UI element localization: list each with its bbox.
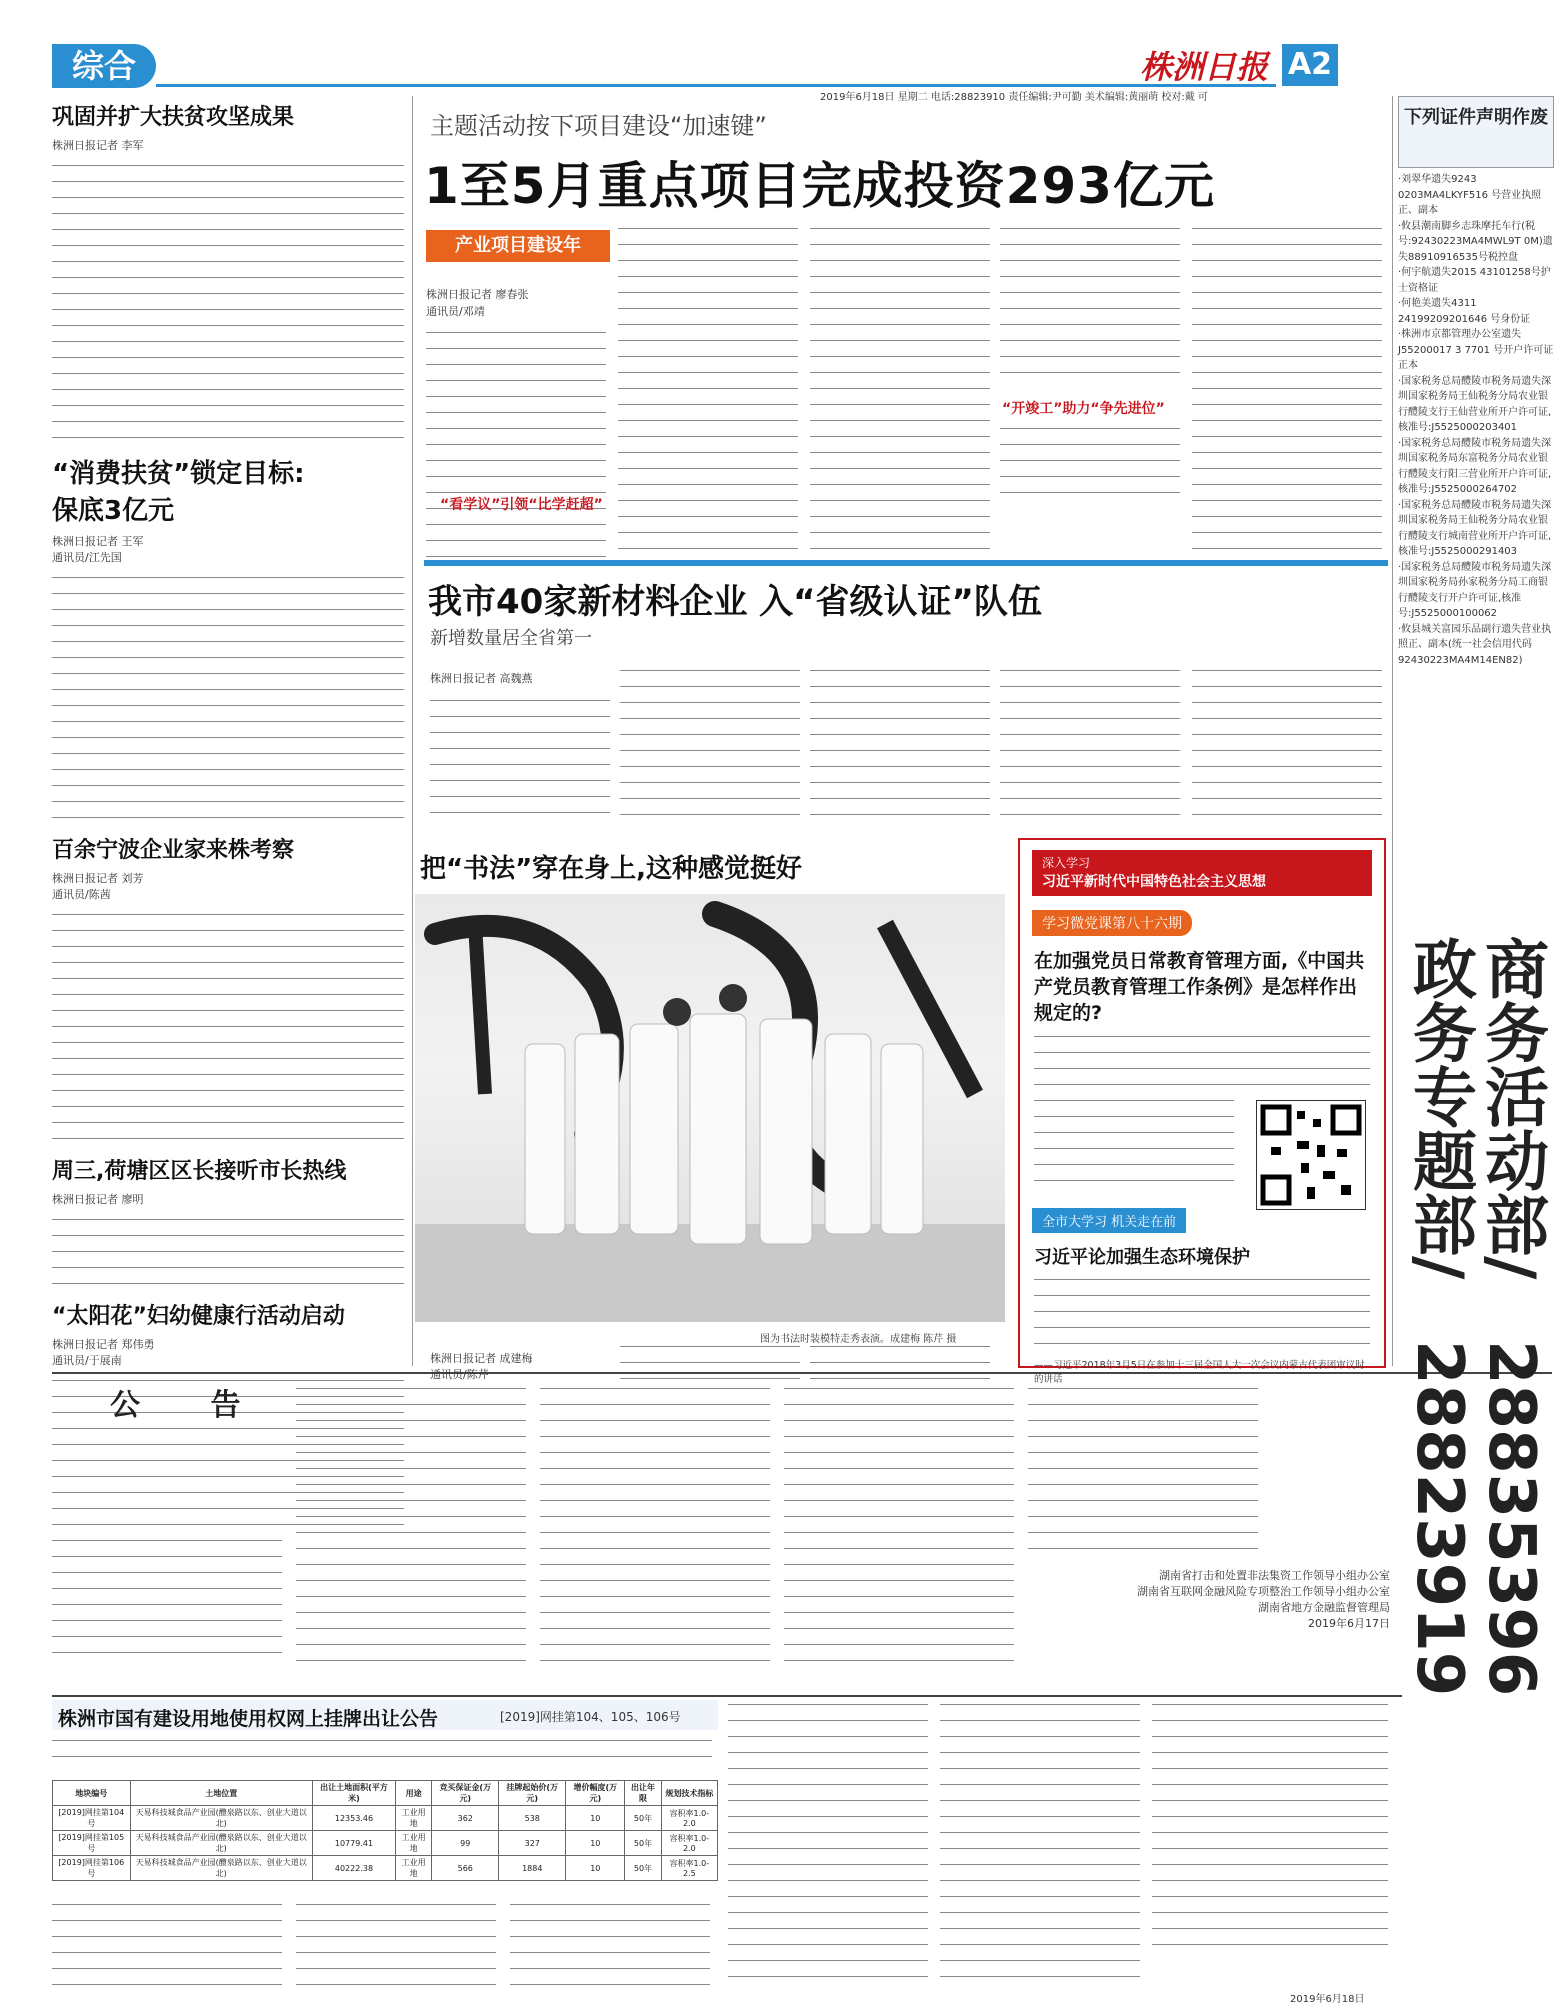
table-header: 土地位置	[130, 1781, 312, 1806]
table-header: 出让土地面积(平方米)	[312, 1781, 395, 1806]
second-body	[430, 700, 610, 828]
second-byline: 株洲日报记者 高魏燕	[430, 672, 533, 685]
article-byline: 株洲日报记者 郑伟勇	[52, 1338, 155, 1351]
notice-body	[784, 1388, 1014, 1676]
notice-body	[52, 1428, 282, 1668]
table-cell: [2019]网挂第105号	[53, 1831, 131, 1856]
table-header: 挂牌起始价(万元)	[499, 1781, 566, 1806]
notice-body	[540, 1388, 770, 1676]
qr-code	[1256, 1100, 1366, 1210]
lead-tag: 产业项目建设年	[426, 230, 610, 262]
land-body	[1152, 1704, 1388, 1960]
lead-title: 1至5月重点项目完成投资293亿元	[424, 157, 1215, 215]
notice-item: ·攸县城关富园乐品副行遗失营业执照正、副本(统一社会信用代码92430223MA4M14EN82)	[1398, 623, 1552, 666]
table-header: 增价幅度(万元)	[566, 1781, 625, 1806]
left-column	[52, 100, 404, 1540]
notice-item: ·何艳美遗失4311 24199209201646 号身份证	[1398, 298, 1531, 325]
column-divider	[412, 96, 413, 1366]
sidebar-header: 下列证件声明作废	[1398, 96, 1554, 168]
notice-date: 2019年6月17日	[1308, 1617, 1390, 1630]
table-cell: 工业用地	[396, 1856, 432, 1881]
page-number: A2	[1282, 44, 1338, 86]
table-cell: [2019]网挂第104号	[53, 1806, 131, 1831]
article-byline: 株洲日报记者 廖明	[52, 1193, 144, 1206]
column-divider	[1392, 96, 1393, 1366]
section-label: 综合	[52, 44, 156, 88]
table-cell: 容积率1.0-2.0	[661, 1831, 717, 1856]
table-cell: 天易科技城食品产业园(醴泉路以东、创业大道以北)	[130, 1856, 312, 1881]
study-box	[1018, 838, 1386, 1385]
table-cell: 10	[566, 1856, 625, 1881]
photo-body	[810, 1346, 990, 1394]
article-byline: 通讯员/于展南	[52, 1354, 122, 1367]
ad-dept-commerce: 商务活动部/	[1474, 936, 1549, 1280]
study-body	[1034, 1036, 1370, 1085]
notice-body	[296, 1388, 526, 1676]
table-cell: 566	[432, 1856, 499, 1881]
article-body	[52, 165, 404, 438]
study-label: 学习微党课第八十六期	[1032, 910, 1192, 936]
second-body	[810, 670, 990, 830]
photo-body	[620, 1346, 800, 1394]
table-cell: 1884	[499, 1856, 566, 1881]
notice-item: ·国家税务总局醴陵市税务局遗失深圳国家税务局王仙税务分局农业银行醴陵支行城南营业所开户许可证,核准号:J5525000291403	[1398, 499, 1552, 557]
land-intro	[52, 1740, 712, 1772]
notice-item: ·国家税务总局醴陵市税务局遗失深圳国家税务局王仙税务分局农业银行醴陵支行王仙营业所开户许可证,核准号:J5525000203401	[1398, 375, 1552, 433]
second-body	[1192, 670, 1382, 830]
table-row	[53, 1806, 718, 1831]
table-cell: 工业用地	[396, 1831, 432, 1856]
article-byline: 株洲日报记者 王军	[52, 535, 144, 548]
table-cell: 容积率1.0-2.0	[661, 1806, 717, 1831]
section-divider	[52, 1695, 1402, 1697]
notice-body	[1028, 1388, 1258, 1564]
land-table	[52, 1780, 718, 1881]
notice-signer: 湖南省互联网金融风险专项整治工作领导小组办公室	[1137, 1585, 1390, 1598]
ad-dept-government: 政务专题部/	[1402, 936, 1477, 1280]
notice-item: ·国家税务总局醴陵市税务局遗失深圳国家税务局孙家税务分局工商银行醴陵支行开户许可证,核准号:J5525000100062	[1398, 561, 1552, 619]
land-body	[728, 1704, 928, 1992]
article-byline: 株洲日报记者 李军	[52, 139, 144, 152]
study-subtitle: 习近平论加强生态环境保护	[1034, 1247, 1250, 1268]
issue-info: 2019年6月18日 星期二 电话:28823910 责任编辑:尹可勤 美术编辑:黄丽萌 校对:戴 可	[820, 92, 1208, 103]
notice-item: ·何宇航遗失2015 43101258号护士资格证	[1398, 267, 1551, 294]
lead-subhead: “看学议”引领“比学赶超”	[440, 497, 603, 513]
lead-body	[1000, 428, 1180, 508]
table-header: 竞买保证金(万元)	[432, 1781, 499, 1806]
second-title: 我市40家新材料企业 入“省级认证”队伍	[428, 582, 1042, 622]
table-cell: 天易科技城食品产业园(醴泉路以东、创业大道以北)	[130, 1831, 312, 1856]
table-row	[53, 1831, 718, 1856]
fashion-show-photo	[415, 894, 1005, 1322]
photo-byline: 株洲日报记者 成建梅	[430, 1352, 533, 1365]
photo-byline: 通讯员/陈芹	[430, 1368, 489, 1381]
ad-phone-commerce: 28835396	[1474, 1340, 1548, 1697]
notice-title: 公 告	[110, 1388, 271, 1423]
lead-body	[618, 228, 798, 612]
lead-byline: 通讯员/邓靖	[426, 305, 485, 318]
study-banner-title: 习近平新时代中国特色社会主义思想	[1042, 874, 1266, 890]
land-number: [2019]网挂第104、105、106号	[500, 1710, 681, 1724]
article-byline: 株洲日报记者 刘芳	[52, 872, 144, 885]
ad-phone-government: 28823919	[1402, 1340, 1476, 1697]
article-byline: 通讯员/江先国	[52, 551, 122, 564]
second-subtitle: 新增数量居全省第一	[430, 628, 592, 649]
lead-body	[1192, 228, 1382, 612]
second-body	[1000, 670, 1180, 830]
lead-kicker: 主题活动按下项目建设“加速键”	[430, 112, 767, 140]
lead-body	[810, 228, 990, 612]
land-body	[296, 1904, 496, 2000]
land-body	[52, 1904, 282, 2000]
table-cell: 天易科技城食品产业园(醴泉路以东、创业大道以北)	[130, 1806, 312, 1831]
article-byline: 通讯员/陈茜	[52, 888, 111, 901]
table-cell: 容积率1.0-2.5	[661, 1856, 717, 1881]
lead-byline: 株洲日报记者 廖春张	[426, 288, 529, 301]
study-section: 全市大学习 机关走在前	[1032, 1208, 1186, 1233]
table-cell: 327	[499, 1831, 566, 1856]
table-header: 地块编号	[53, 1781, 131, 1806]
article-title: “消费扶贫”锁定目标:	[52, 459, 305, 489]
photo-caption: 图为书法时装模特走秀表演。成建梅 陈芹 摄	[760, 1334, 957, 1345]
study-banner-label: 深入学习	[1042, 856, 1091, 870]
land-body	[510, 1904, 710, 2000]
second-body	[620, 670, 800, 830]
notice-item: ·刘翠华遗失9243 0203MA4LKYF516 号营业执照正、副本	[1398, 174, 1542, 216]
notice-signer: 湖南省打击和处置非法集资工作领导小组办公室	[1159, 1569, 1390, 1582]
table-cell: 50年	[625, 1856, 661, 1881]
study-question: 在加强党员日常教育管理方面,《中国共产党员教育管理工作条例》是怎样作出规定的?	[1034, 950, 1365, 1024]
study-quote	[1034, 1279, 1370, 1344]
table-cell: 538	[499, 1806, 566, 1831]
land-title: 株洲市国有建设用地使用权网上挂牌出让公告	[58, 1708, 439, 1730]
lead-body	[1000, 228, 1180, 388]
article-title: 保底3亿元	[52, 496, 175, 526]
notice-item: ·国家税务总局醴陵市税务局遗失深圳国家税务局东富税务分局农业银行醴陵支行阳三营业所开户许可证,核准号:J5525000264702	[1398, 437, 1552, 495]
table-cell: 12353.46	[312, 1806, 395, 1831]
table-cell: 10779.41	[312, 1831, 395, 1856]
notice-list	[1398, 172, 1554, 668]
lead-subhead: “开竣工”助力“争先进位”	[1002, 401, 1165, 417]
article-title: 百余宁波企业家来株考察	[52, 838, 295, 863]
masthead-logo: 株洲日报	[1140, 48, 1269, 86]
table-header: 出让年限	[625, 1781, 661, 1806]
table-header: 用途	[396, 1781, 432, 1806]
article-body	[52, 1219, 404, 1284]
study-quote-source: ——习近平2018年3月5日在参加十三届全国人大一次会议内蒙古代表团审议时的讲话	[1034, 1360, 1365, 1385]
notice-item: ·攸县潮南脚乡志珠摩托车行(税号:92430223MA4MWL9T 0M)遗失88910916535号税控盘	[1398, 220, 1553, 263]
land-date: 2019年6月18日	[1290, 1994, 1365, 2005]
table-cell: 99	[432, 1831, 499, 1856]
article-title: “太阳花”妇幼健康行活动启动	[52, 1304, 345, 1329]
table-row	[53, 1856, 718, 1881]
table-cell: 10	[566, 1831, 625, 1856]
article-body	[52, 914, 404, 1139]
table-cell: 工业用地	[396, 1806, 432, 1831]
table-cell: 40222.38	[312, 1856, 395, 1881]
land-body	[940, 1704, 1140, 1992]
notice-item: ·株洲市京都管理办公室遗失J55200017 3 7701 号开户许可证正本	[1398, 329, 1554, 371]
photo-story-title: 把“书法”穿在身上,这种感觉挺好	[420, 854, 803, 884]
article-title: 周三,荷塘区区长接听市长热线	[52, 1159, 347, 1184]
study-body	[1034, 1100, 1234, 1181]
header-rule	[156, 84, 1276, 87]
table-cell: 10	[566, 1806, 625, 1831]
table-cell: 50年	[625, 1831, 661, 1856]
notice-signature	[1100, 1568, 1390, 1632]
notice-signer: 湖南省地方金融监督管理局	[1258, 1601, 1390, 1614]
table-header: 规划技术指标	[661, 1781, 717, 1806]
table-cell: 50年	[625, 1806, 661, 1831]
table-cell: [2019]网挂第106号	[53, 1856, 131, 1881]
article-title: 巩固并扩大扶贫攻坚成果	[52, 105, 295, 130]
table-cell: 362	[432, 1806, 499, 1831]
article-body	[52, 577, 404, 818]
study-banner	[1032, 850, 1372, 896]
